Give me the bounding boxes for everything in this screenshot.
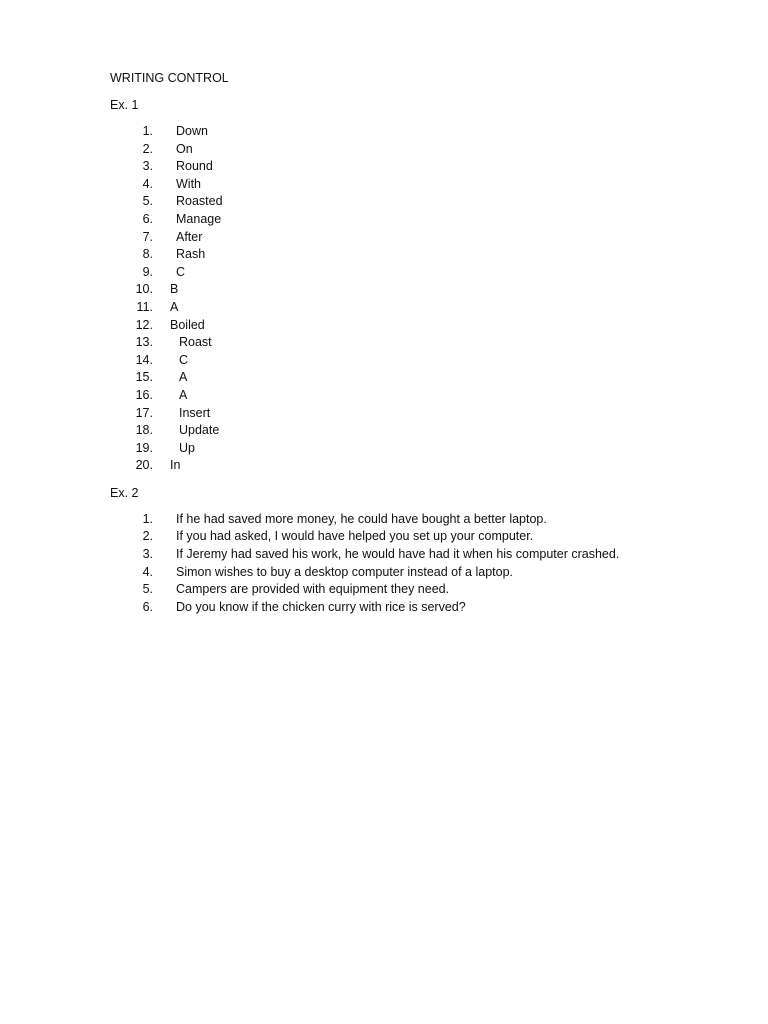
list-item-text: Down [176,124,208,138]
exercise-2-label: Ex. 2 [110,485,139,500]
list-item-text: If he had saved more money, he could have bought a better laptop. [176,511,547,526]
list-item-text: Boiled [170,317,205,332]
list-item-number: 19. [135,440,153,455]
list-item-number: 17. [135,405,153,420]
list-item-text: Manage [176,211,222,226]
list-item-text: Up [179,440,195,455]
list-item-text: C [176,264,186,279]
list-item-text: A [170,299,179,314]
list-item-text: Insert [179,405,211,420]
exercise-1-list-wrap [110,123,710,475]
list-item-number: 20. [135,458,153,473]
list-item-number: 1. [142,124,153,138]
list-item [130,264,710,282]
list-item-text: After [176,229,203,244]
list-item [130,299,710,317]
list-item-number: 5. [142,582,153,597]
list-item-text: In [170,458,181,473]
list-item [130,528,710,546]
list-item-text: On [176,141,193,156]
list-item-text: Campers are provided with equipment they need. [176,582,450,597]
list-item [130,176,710,194]
list-item-text: A [179,370,188,385]
list-item [130,229,710,247]
list-item-number: 3. [142,159,153,174]
list-item [130,599,710,617]
list-item [130,281,710,299]
list-item-number: 4. [142,564,153,579]
list-item-number: 2. [142,141,153,156]
exercise-2-list-wrap [110,511,710,617]
list-item-number: 1. [142,511,153,526]
list-item [130,546,710,564]
document-page [110,70,710,626]
list-item [130,158,710,176]
list-item-number: 12. [135,317,153,332]
list-item-text: C [179,352,189,367]
list-item-number: 11. [136,299,153,314]
list-item [130,123,710,141]
list-item [130,581,710,599]
list-item-number: 4. [142,176,153,191]
list-item-text: Simon wishes to buy a desktop computer instead of a laptop. [176,564,513,579]
list-item-number: 10. [135,282,153,297]
list-item [130,352,710,370]
list-item [130,440,710,458]
exercise-1-label: Ex. 1 [110,98,139,112]
list-item-number: 16. [135,387,153,402]
list-item [130,511,710,529]
list-item-number: 14. [135,352,153,367]
list-item-number: 3. [142,547,153,562]
list-item-text: Rash [176,247,206,262]
list-item [130,422,710,440]
list-item-number: 9. [142,264,153,279]
list-item-number: 7. [142,229,153,244]
list-item-number: 6. [142,599,153,614]
list-item-number: 15. [135,370,153,385]
list-item-text: Do you know if the chicken curry with rice is served? [176,599,466,614]
list-item [130,369,710,387]
list-item [130,193,710,211]
list-item [130,211,710,229]
list-item-text: Roast [179,335,212,350]
list-item [130,141,710,159]
list-item-number: 5. [142,194,153,209]
list-item [130,317,710,335]
list-item [130,564,710,582]
document-title: WRITING CONTROL [110,71,229,85]
list-item-text: B [170,282,179,297]
list-item-text: Roasted [176,194,223,209]
list-item-text: Update [179,423,220,438]
list-item-number: 8. [142,247,153,262]
list-item-number: 13. [135,335,153,350]
list-item-text: A [179,387,188,402]
list-item-text: If Jeremy had saved his work, he would have had it when his computer crashed. [176,547,620,562]
list-item [130,246,710,264]
exercise-2-list [130,511,710,617]
exercise-1-list [130,123,710,475]
list-item-number: 6. [142,211,153,226]
list-item-number: 18. [135,423,153,438]
list-item [130,405,710,423]
list-item [130,334,710,352]
list-item [130,457,710,475]
list-item-text: Round [176,159,213,174]
list-item-number: 2. [142,529,153,544]
list-item-text: If you had asked, I would have helped you set up your computer. [176,529,534,544]
list-item [130,387,710,405]
list-item-text: With [176,176,201,191]
